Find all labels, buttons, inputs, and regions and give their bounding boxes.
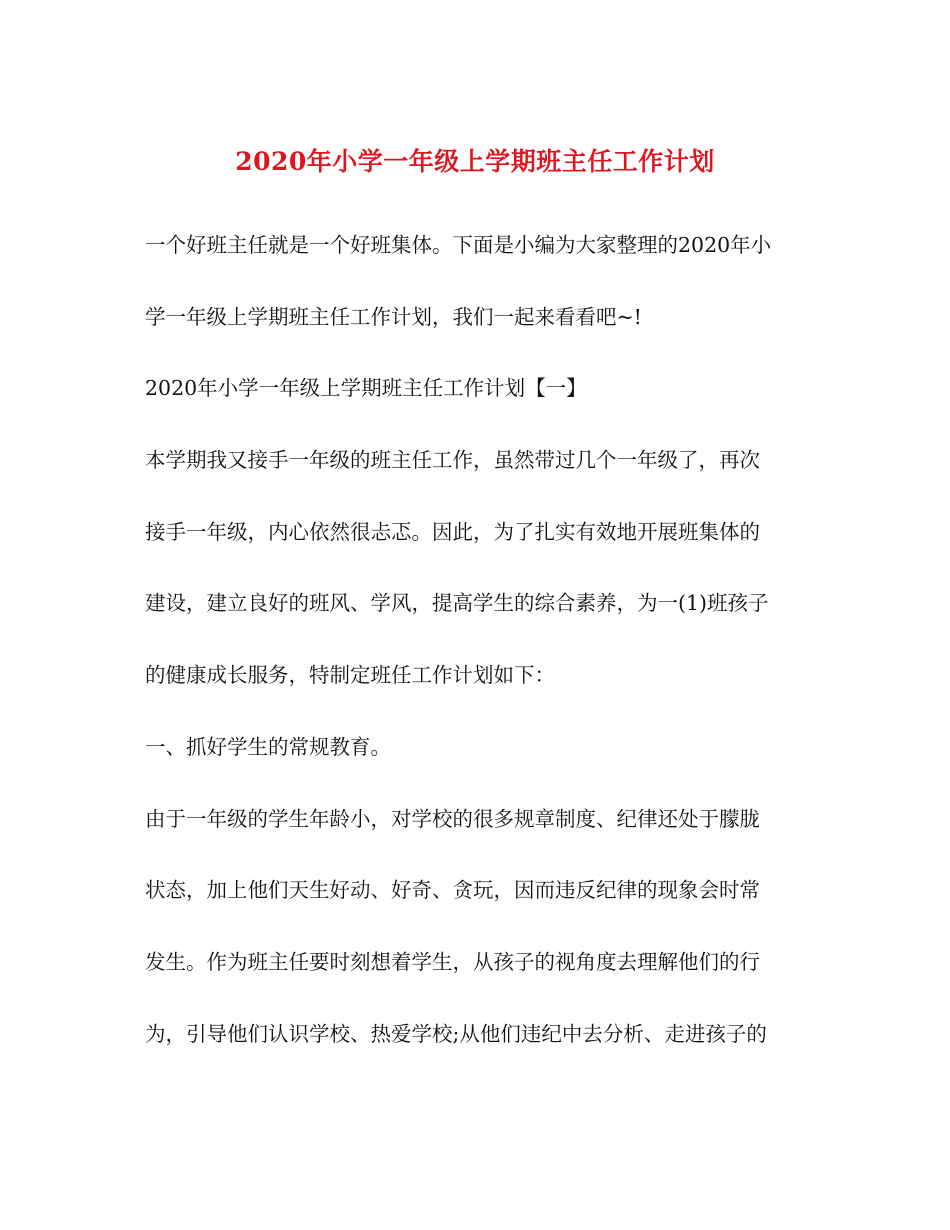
document-body xyxy=(145,223,815,1083)
body-line: 由于一年级的学生年龄小，对学校的很多规章制度、纪律还处于朦胧 xyxy=(145,806,760,831)
body-line: 本学期我又接手一年级的班主任工作，虽然带过几个一年级了，再次 xyxy=(145,448,760,473)
subsection-heading: 一、抓好学生的常规教育。 xyxy=(145,734,391,759)
body-line: 建设，建立良好的班风、学风，提高学生的综合素养，为一(1)班孩子 xyxy=(145,591,769,616)
section-heading: 2020年小学一年级上学期班主任工作计划【一】 xyxy=(145,376,587,401)
body-line: 状态，加上他们天生好动、好奇、贪玩，因而违反纪律的现象会时常 xyxy=(145,878,760,903)
body-line: 的健康成长服务，特制定班任工作计划如下： xyxy=(145,663,555,688)
body-line: 发生。作为班主任要时刻想着学生，从孩子的视角度去理解他们的行 xyxy=(145,949,760,974)
body-line: 接手一年级，内心依然很忐忑。因此，为了扎实有效地开展班集体的 xyxy=(145,519,760,544)
body-line: 一个好班主任就是一个好班集体。下面是小编为大家整理的2020年小 xyxy=(145,233,772,257)
body-line: 学一年级上学期班主任工作计划，我们一起来看看吧~! xyxy=(145,304,642,329)
document-title: 2020年小学一年级上学期班主任工作计划 xyxy=(235,147,715,176)
body-line: 为，引导他们认识学校、热爱学校;从他们违纪中去分析、走进孩子的 xyxy=(145,1021,767,1046)
